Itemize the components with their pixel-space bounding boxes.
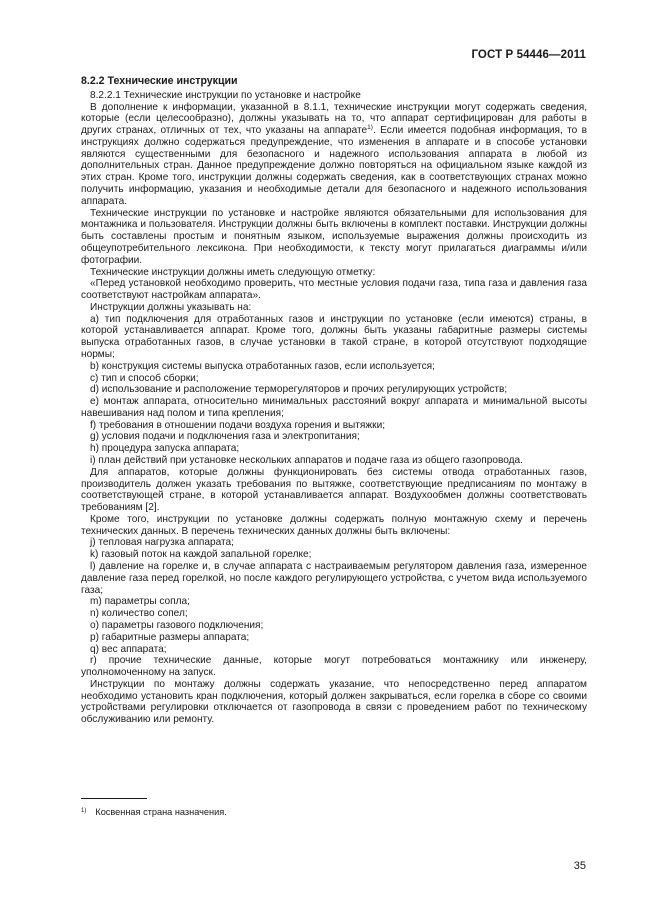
list-item: c) тип и способ сборки; xyxy=(90,372,199,384)
main-content xyxy=(81,76,587,726)
paragraph-intro-part2: . Если имеется подобная информация, то в инструкциях должно содержаться предупреждение, что изменения в аппарате и в способе установки являются существенными для безопасного и надежного использования аппарата в любой из дополнительных стран. Данное предупреждение должно повторяться на официальном языке каждой из этих стран. Кроме того, инструкции должны содержать сведения, как в соответствующих странах можно получить информацию, указания и необходимые детали для безопасного и надежного использования аппарата. xyxy=(81,125,587,207)
list-item: d) использование и расположение терморегуляторов и прочих регулирующих устройств; xyxy=(90,384,508,396)
footnote-divider xyxy=(81,798,147,799)
paragraph-technical-data: Кроме того, инструкции по установке должны содержать полную монтажную схему и перечень технических данных. В перечень технических данных должны быть включены: xyxy=(81,513,587,537)
list-item: j) тепловая нагрузка аппарата; xyxy=(90,537,234,549)
paragraph-quote: «Перед установкой необходимо проверить, что местные условия подачи газа, типа газа и давления газа соответствуют настройкам аппарата». xyxy=(81,278,587,302)
paragraph-ventilation: Для аппаратов, которые должны функционировать без системы отвода отработанных газов, производитель должен указать требования по вытяжке, соответствующие предписаниям по монтажу в соответствующей стране, в которой устанавливается аппарат. Воздухообмен должны соответствовать требованиям [2]. xyxy=(81,466,587,514)
list-item: i) план действий при установке нескольких аппаратов и подаче газа из общего газопровода. xyxy=(90,455,523,466)
technical-data-list xyxy=(81,537,587,678)
list-item: p) габаритные размеры аппарата; xyxy=(90,631,250,643)
list-item: q) вес аппарата; xyxy=(90,643,167,655)
footnote-text: Косвенная страна назначения. xyxy=(95,807,227,817)
list-item: f) требования в отношении подачи воздуха горения и вытяжки; xyxy=(90,419,386,431)
page-header-standard: ГОСТ Р 54446—2011 xyxy=(471,49,586,61)
paragraph-mark-intro: Технические инструкции должны иметь следующую отметку: xyxy=(90,266,376,278)
list-item: а) тип подключения для отработанных газов и инструкции по установке (если имеются) страны, в которой устанавливается аппарат. Кроме того, должны быть указаны габаритные размеры системы выпуска отработанных газов, в случае установки в такой стране, в которой отсутствуют подходящие нормы; xyxy=(81,313,587,360)
list-item: b) конструкция системы выпуска отработанных газов, если используется; xyxy=(90,360,435,372)
paragraph-list-intro: Инструкции должны указывать на: xyxy=(90,301,252,313)
list-item: k) газовый поток на каждой запальной горелке; xyxy=(90,549,312,561)
list-item: n) количество сопел; xyxy=(90,608,188,620)
section-title: 8.2.2 Технические инструкции xyxy=(81,75,238,87)
list-item: e) монтаж аппарата, относительно минимальных расстояний вокруг аппарата и минимальной высоты навешивания над полом и типа крепления; xyxy=(81,396,587,419)
paragraph-mandatory: Технические инструкции по установке и настройке являются обязательными для использования для монтажника и пользователя. Инструкции должны быть включены в комплект поставки. Инструкции должны быть составлены простым и понятным языком, используемые выражения должны происходить из общеупотребительного лексикона. При необходимости, к тексту могут прилагаться диаграммы и/или фотографии. xyxy=(81,207,587,266)
footnote-mark: 1) xyxy=(81,808,87,814)
requirements-list xyxy=(81,314,587,467)
footnote xyxy=(81,806,227,818)
list-item: o) параметры газового подключения; xyxy=(90,619,264,631)
paragraph-intro-part1: В дополнение к информации, указанной в 8.1.1, технические инструкции могут содержать сведения, которые (если целесообразно), должны указывать на то, что аппарат сертифицирован для работы в других странах, отличных от тех, что указаны на аппарате xyxy=(81,101,587,137)
section-subtitle: 8.2.2.1 Технические инструкции по установке и настройке xyxy=(90,89,361,101)
footnote-reference[interactable]: 1) xyxy=(367,124,373,132)
list-item: l) давление на горелке и, в случае аппарата с настраиваемым регулятором давления газа, измеренное давление газа перед горелкой, но после каждого регулирующего устройства, с учетом вида используемого газа; xyxy=(81,561,587,596)
page-number: 35 xyxy=(573,860,586,872)
list-item: r) прочие технические данные, которые могут потребоваться монтажнику или инженеру, уполномоченному на запуск. xyxy=(81,655,587,679)
list-item: g) условия подачи и подключения газа и электропитания; xyxy=(90,431,360,443)
paragraph-shutoff-valve: Инструкции по монтажу должны содержать указание, что непосредственно перед аппаратом необходимо установить кран подключения, который должен закрываться, если горелка в сборе со своими устройствами регулировки отключается от газопровода в связи с проведением работ по техническому обслуживанию или ремонту. xyxy=(81,678,587,726)
paragraph-intro xyxy=(81,102,587,208)
list-item: m) параметры сопла; xyxy=(90,596,190,608)
list-item: h) процедура запуска аппарата; xyxy=(90,443,240,455)
